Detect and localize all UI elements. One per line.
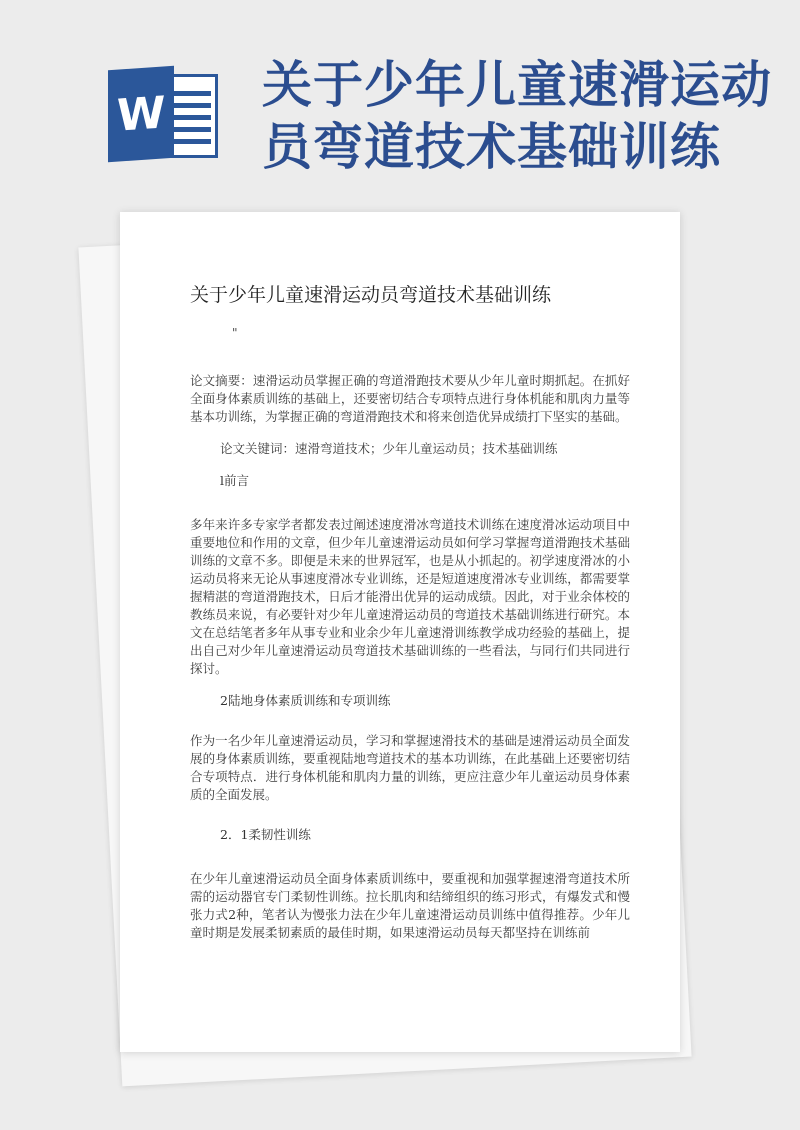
document-page <box>120 212 680 1052</box>
section21-paragraph: 在少年儿童速滑运动员全面身体素质训练中，要重视和加强掌握速滑弯道技术所需的运动器官专门柔韧性训练。拉长肌肉和结缔组织的练习形式，有爆发式和慢张力式2种，笔者认为慢张力法在少年儿童速滑运动员训练中值得推荐。少年儿童时期是发展柔韧素质的最佳时期，如果速滑运动员每天都坚持在训练前 <box>190 871 630 940</box>
section2-heading: 2陆地身体素质训练和专项训练 <box>220 693 391 708</box>
document-title: 关于少年儿童速滑运动员弯道技术基础训练 <box>190 284 552 306</box>
section1-paragraph: 多年来许多专家学者都发表过阐述速度滑冰弯道技术训练在速度滑冰运动项目中重要地位和作用的文章，但少年儿童速滑运动员如何学习掌握弯道滑跑技术基础训练的文章不多。即便是未来的世界冠军，也是从小抓起的。初学速度滑冰的小运动员将来无论从事速度滑冰专业训练，还是短道速度滑冰专业训练，都需要掌握精湛的弯道滑跑技术，日后才能滑出优异的运动成绩。因此，对于业余体校的教练员来说，有必要针对少年儿童速滑运动员的弯道技术基础训练进行研究。本文在总结笔者多年从事专业和业余少年儿童速滑训练教学成功经验的基础上，提出自己对少年儿童速滑运动员弯道技术基础训练的一些看法，与同行们共同进行探讨。 <box>190 517 630 676</box>
section1-heading: l前言 <box>220 473 249 488</box>
keywords-line: 论文关键词：速滑弯道技术；少年儿童运动员；技术基础训练 <box>220 441 558 456</box>
abstract-paragraph: 论文摘要：速滑运动员掌握正确的弯道滑跑技术要从少年儿童时期抓起。在抓好全面身体素质训练的基础上，还要密切结合专项特点进行身体机能和肌肉力量等基本功训练，为掌握正确的弯道滑跑技术和将来创造优异成绩打下坚实的基础。 <box>190 373 630 424</box>
banner-title-line2: 员弯道技术基础训练 <box>262 118 721 176</box>
quote-mark: " <box>232 326 238 340</box>
word-document-icon <box>108 68 220 160</box>
section2-paragraph: 作为一名少年儿童速滑运动员，学习和掌握速滑技术的基础是速滑运动员全面发展的身体素质训练，要重视陆地弯道技术的基本功训练，在此基础上还要密切结合专项特点．进行身体机能和肌肉力量的训练，更应注意少年儿童运动员身体素质的全面发展。 <box>190 733 630 802</box>
banner-title <box>262 54 782 178</box>
word-letter-badge: W <box>108 66 174 163</box>
banner-title-line1: 关于少年儿童速滑运动 <box>262 56 772 114</box>
banner <box>0 0 800 210</box>
document-content <box>190 282 630 942</box>
section21-heading: 2．1柔韧性训练 <box>220 827 311 842</box>
